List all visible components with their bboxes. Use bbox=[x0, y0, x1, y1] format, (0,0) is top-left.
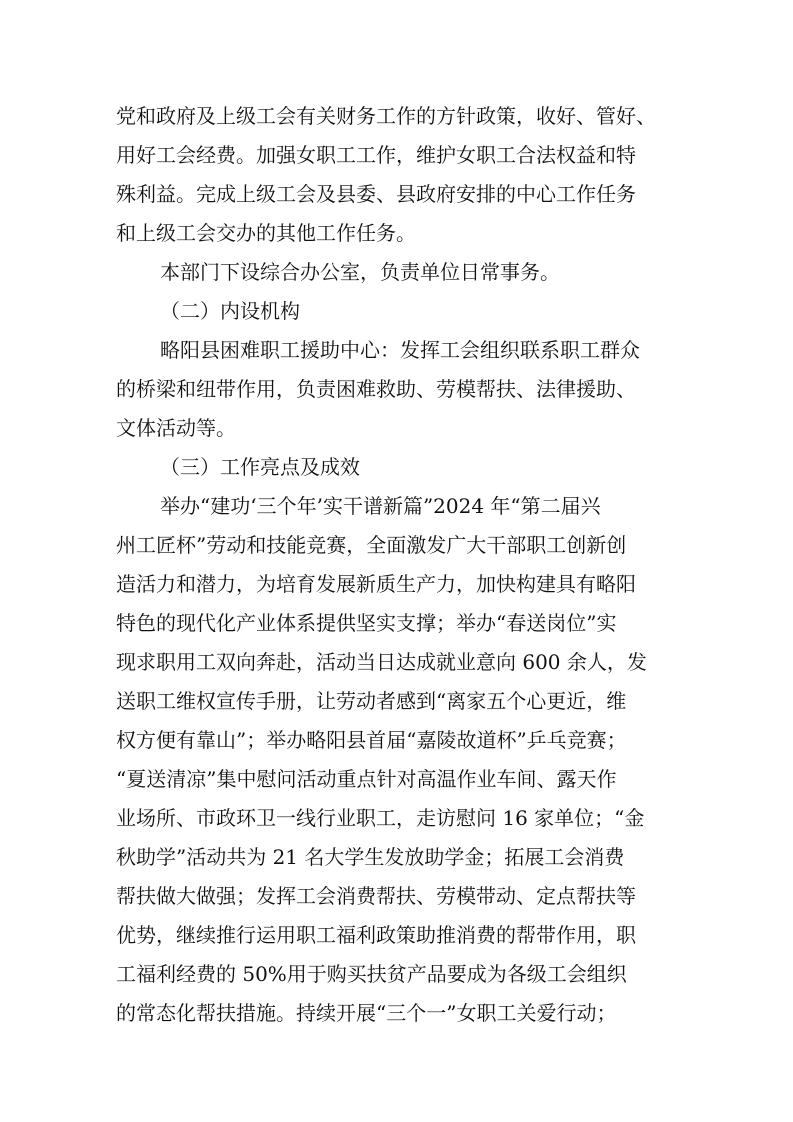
text-line: 优势，继续推行运用职工福利政策助推消费的帮带作用，职 bbox=[116, 923, 636, 947]
text-line: 送职工维权宣传手册，让劳动者感到“离家五个心更近，维 bbox=[116, 689, 627, 713]
text-line: 州工匠杯”劳动和技能竞赛，全面激发广大干部职工创新创 bbox=[116, 533, 627, 557]
body-text bbox=[116, 0, 678, 1122]
text-line: 和上级工会交办的其他工作任务。 bbox=[116, 221, 416, 245]
text-line: 本部门下设综合办公室，负责单位日常事务。 bbox=[160, 260, 560, 284]
text-line: 现求职用工双向奔赴，活动当日达成就业意向 600 余人，发 bbox=[116, 650, 647, 674]
text-line: 秋助学”活动共为 21 名大学生发放助学金；拓展工会消费 bbox=[116, 845, 625, 869]
text-line: 帮扶做大做强；发挥工会消费帮扶、劳模带动、定点帮扶等 bbox=[116, 884, 636, 908]
text-line: 业场所、市政环卫一线行业职工，走访慰问 16 家单位；“金 bbox=[116, 806, 645, 830]
text-line: 殊利益。完成上级工会及县委、县政府安排的中心工作任务 bbox=[116, 182, 636, 206]
text-line: 文体活动等。 bbox=[116, 416, 236, 440]
text-line: 举办“建功‘三个年’实干谱新篇”2024 年“第二届兴 bbox=[160, 494, 601, 518]
section-heading-internal-structure: （二）内设机构 bbox=[160, 299, 300, 323]
text-line: 造活力和潜力，为培育发展新质生产力，加快构建具有略阳 bbox=[116, 572, 636, 596]
text-line: 略阳县困难职工援助中心：发挥工会组织联系职工群众 bbox=[160, 338, 640, 362]
text-line: 特色的现代化产业体系提供坚实支撑；举办“春送岗位”实 bbox=[116, 611, 617, 635]
text-line: 权方便有靠山”；举办略阳县首届“嘉陵故道杯”乒乓竞赛； bbox=[116, 728, 627, 752]
section-heading-highlights: （三）工作亮点及成效 bbox=[160, 455, 360, 479]
text-line: “夏送清凉”集中慰问活动重点针对高温作业车间、露天作 bbox=[116, 767, 617, 791]
text-line: 工福利经费的 50%用于购买扶贫产品要成为各级工会组织 bbox=[116, 962, 627, 986]
text-line: 用好工会经费。加强女职工工作，维护女职工合法权益和特 bbox=[116, 143, 636, 167]
text-line: 党和政府及上级工会有关财务工作的方针政策，收好、管好、 bbox=[116, 104, 656, 128]
text-line: 的桥梁和纽带作用，负责困难救助、劳模帮扶、法律援助、 bbox=[116, 377, 636, 401]
text-line: 的常态化帮扶措施。持续开展“三个一”女职工关爱行动； bbox=[116, 1001, 617, 1025]
